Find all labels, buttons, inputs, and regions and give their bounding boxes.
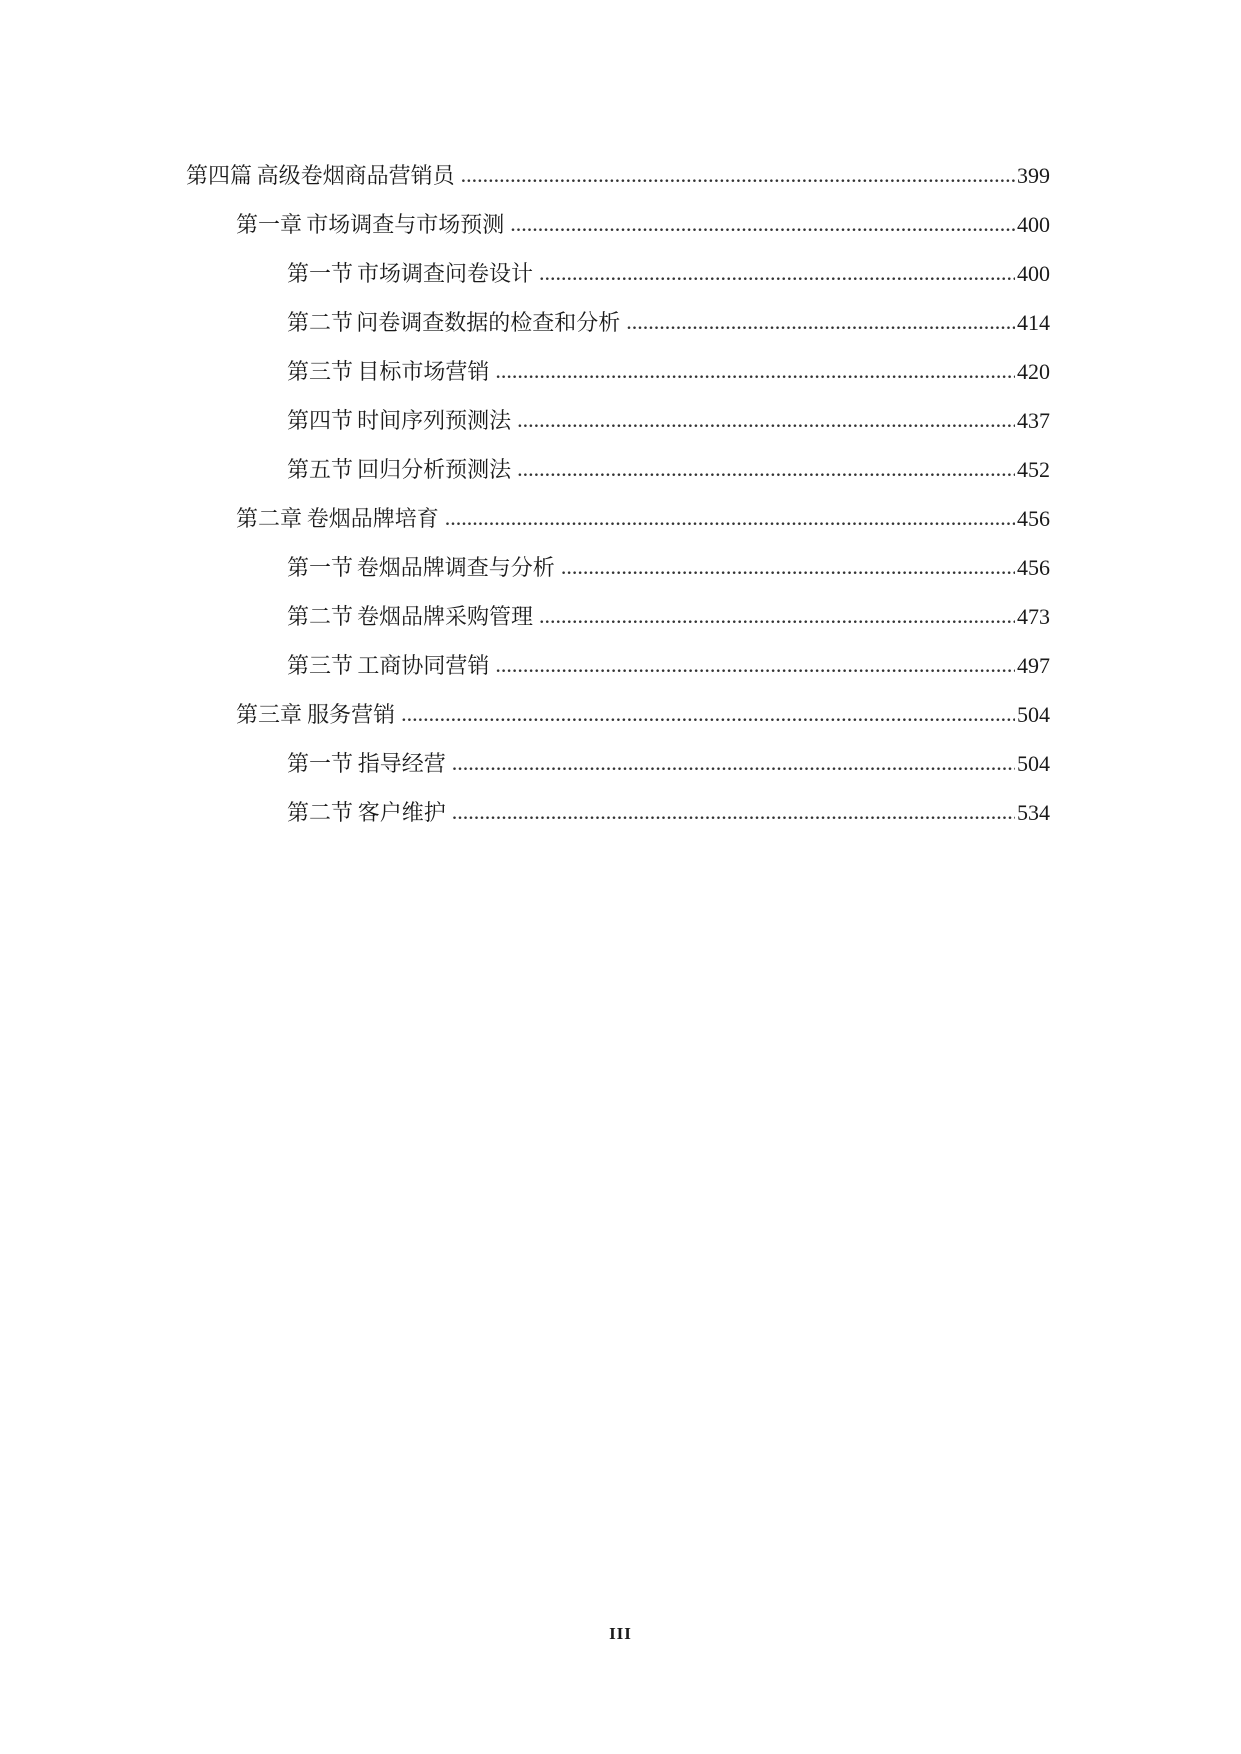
dot-leader <box>452 787 1015 836</box>
toc-entry-page-number: 420 <box>1017 359 1050 384</box>
dot-leader <box>539 248 1015 297</box>
toc-entry-page-number: 456 <box>1017 506 1050 531</box>
toc-entry-label: 第五节 <box>287 458 354 483</box>
toc-entry-section-3-2[interactable] <box>0 788 1241 837</box>
toc-entry-title: 高级卷烟商品营销员 <box>256 164 455 189</box>
toc-entry-title: 时间序列预测法 <box>357 409 512 434</box>
toc-entry-title: 目标市场营销 <box>357 360 490 385</box>
dot-leader <box>461 150 1015 199</box>
toc-entry-title: 问卷调查数据的检查和分析 <box>356 311 621 336</box>
toc-entry-label: 第三章 <box>236 703 303 728</box>
toc-entry-section-1-4[interactable] <box>0 396 1241 445</box>
toc-entry-page-number: 504 <box>1017 751 1050 776</box>
toc-entry-title: 市场调查问卷设计 <box>356 262 533 287</box>
toc-entry-title: 市场调查与市场预测 <box>306 213 505 238</box>
toc-entry-chapter-2[interactable] <box>0 494 1241 543</box>
dot-leader <box>626 297 1015 346</box>
toc-entry-title: 回归分析预测法 <box>357 458 512 483</box>
toc-entry-label: 第一节 <box>287 262 354 287</box>
dot-leader <box>561 542 1015 591</box>
toc-entry-label: 第二节 <box>287 311 354 336</box>
dot-leader <box>510 199 1015 248</box>
toc-entry-chapter-1[interactable] <box>0 200 1241 249</box>
toc-entry-label: 第一节 <box>287 556 354 581</box>
toc-entry-title: 卷烟品牌调查与分析 <box>356 556 555 581</box>
toc-entry-section-3-1[interactable] <box>0 739 1241 788</box>
toc-entry-page-number: 497 <box>1017 653 1050 678</box>
toc-entry-title: 工商协同营销 <box>357 654 490 679</box>
toc-entry-page-number: 504 <box>1017 702 1050 727</box>
toc-entry-page-number: 473 <box>1017 604 1050 629</box>
toc-entry-section-2-2[interactable] <box>0 592 1241 641</box>
toc-entry-label: 第二章 <box>236 507 303 532</box>
toc-entry-section-1-3[interactable] <box>0 347 1241 396</box>
toc-entry-page-number: 534 <box>1017 800 1050 825</box>
toc-entry-label: 第四篇 <box>186 164 253 189</box>
toc-entry-page-number: 437 <box>1017 408 1050 433</box>
table-of-contents <box>0 151 1241 837</box>
toc-entry-label: 第三节 <box>287 360 354 385</box>
toc-entry-page-number: 400 <box>1017 261 1050 286</box>
toc-entry-label: 第二节 <box>287 801 354 826</box>
dot-leader <box>452 738 1015 787</box>
dot-leader <box>445 493 1015 542</box>
toc-entry-label: 第二节 <box>287 605 354 630</box>
toc-entry-label: 第三节 <box>287 654 354 679</box>
dot-leader <box>495 640 1015 689</box>
dot-leader <box>495 346 1015 395</box>
dot-leader <box>401 689 1015 738</box>
toc-entry-title: 卷烟品牌培育 <box>306 507 439 532</box>
toc-entry-page-number: 414 <box>1017 310 1050 335</box>
toc-entry-title: 客户维护 <box>357 801 446 826</box>
toc-entry-label: 第一节 <box>287 752 354 777</box>
toc-entry-page-number: 456 <box>1017 555 1050 580</box>
toc-entry-section-1-1[interactable] <box>0 249 1241 298</box>
dot-leader <box>517 395 1015 444</box>
dot-leader <box>517 444 1015 493</box>
toc-entry-title: 服务营销 <box>307 703 396 728</box>
dot-leader <box>539 591 1015 640</box>
toc-entry-page-number: 399 <box>1017 163 1050 188</box>
toc-entry-title: 指导经营 <box>357 752 446 777</box>
page-number-footer: III <box>609 1624 632 1643</box>
toc-entry-page-number: 452 <box>1017 457 1050 482</box>
toc-entry-page-number: 400 <box>1017 212 1050 237</box>
toc-entry-chapter-3[interactable] <box>0 690 1241 739</box>
toc-entry-part-4[interactable] <box>0 151 1241 200</box>
toc-entry-title: 卷烟品牌采购管理 <box>356 605 533 630</box>
toc-entry-section-1-2[interactable] <box>0 298 1241 347</box>
toc-entry-section-2-3[interactable] <box>0 641 1241 690</box>
toc-entry-section-1-5[interactable] <box>0 445 1241 494</box>
toc-entry-label: 第一章 <box>236 213 303 238</box>
toc-entry-section-2-1[interactable] <box>0 543 1241 592</box>
toc-entry-label: 第四节 <box>287 409 354 434</box>
